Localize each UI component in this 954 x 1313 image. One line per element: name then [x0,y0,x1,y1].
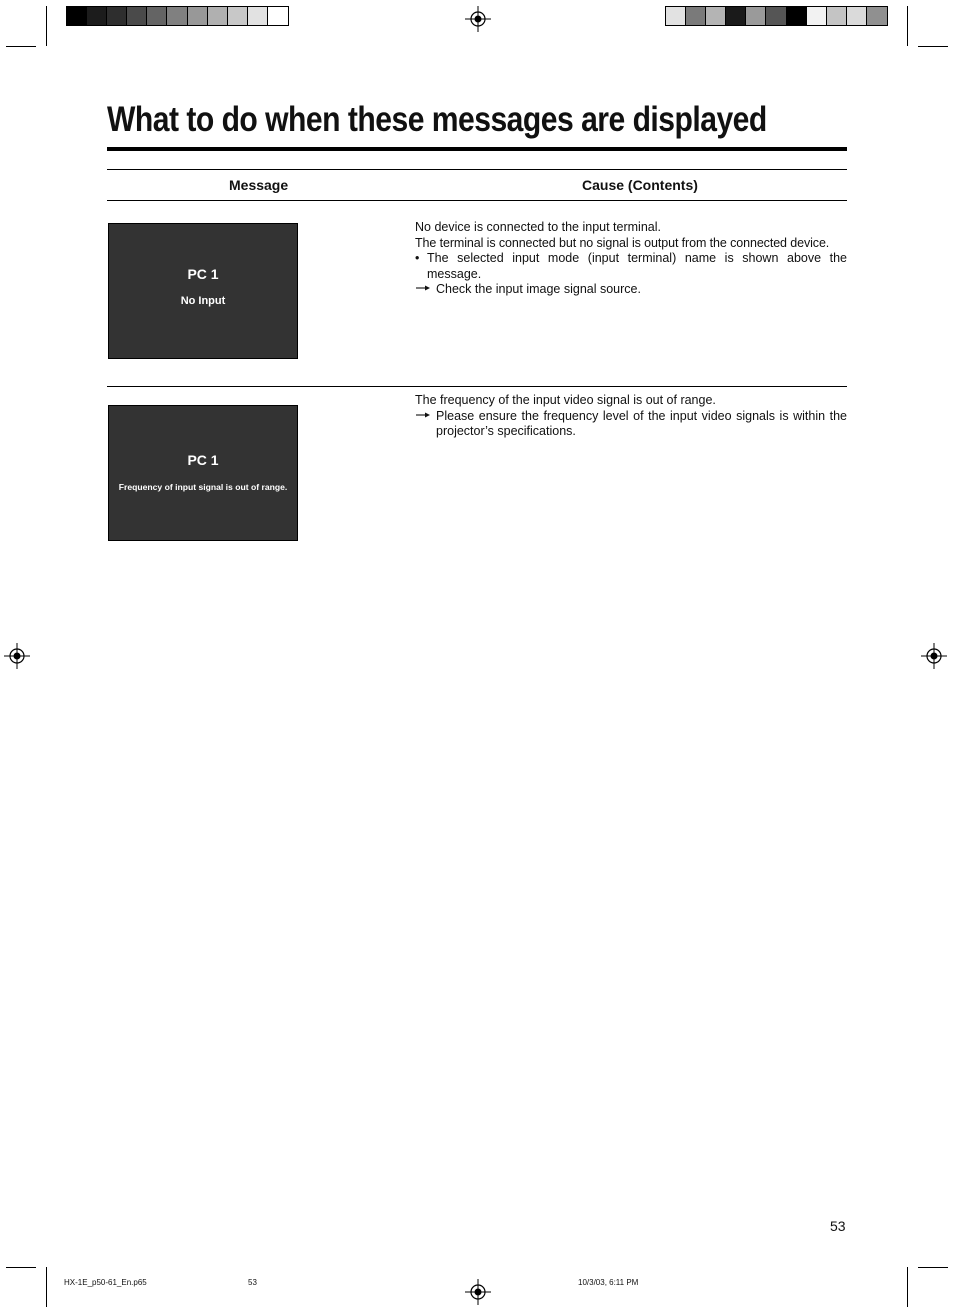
color-swatch [188,7,208,25]
cause-bullet [415,251,847,282]
cause-text-no-input [415,220,847,298]
color-swatch [107,7,127,25]
registration-mark-icon [921,643,947,669]
cause-line: The terminal is connected but no signal is output from the connected device. [415,235,830,250]
color-swatch [127,7,147,25]
cause-line: No device is connected to the input terminal. [415,220,661,234]
color-swatch [87,7,107,25]
message-screen-no-input [108,223,298,359]
color-swatch [686,7,706,25]
footer-file-name: HX-1E_p50-61_En.p65 [64,1278,147,1287]
title-rule [107,147,847,151]
grayscale-color-bar-left [66,6,289,26]
color-swatch [666,7,686,25]
table-top-rule [107,169,847,170]
color-swatch [147,7,167,25]
screen-source-label: PC 1 [187,266,219,282]
arrow-right-icon [415,282,431,298]
column-header-message: Message [229,177,289,193]
cause-bullet-text: The selected input mode (input terminal) name is shown above the message. [427,251,847,281]
footer-page: 53 [248,1278,257,1287]
cause-text-frequency [415,393,847,440]
cause-line: The frequency of the input video signal is out of range. [415,393,716,407]
color-swatch [268,7,288,25]
color-swatch [706,7,726,25]
color-swatch [746,7,766,25]
color-swatch [67,7,87,25]
cause-action-text: Please ensure the frequency level of the input video signals is within the projector’s specifications. [436,408,847,439]
color-swatch [228,7,248,25]
screen-message-text: Frequency of input signal is out of range. [118,482,288,492]
screen-source-label: PC 1 [187,452,219,468]
color-swatch [847,7,867,25]
color-swatch [827,7,847,25]
column-header-cause: Cause (Contents) [582,177,698,193]
cause-action [415,282,847,298]
page-number: 53 [830,1218,846,1234]
arrow-right-icon [415,409,431,425]
grayscale-color-bar-right [665,6,888,26]
footer-datetime: 10/3/03, 6:11 PM [578,1278,639,1287]
screen-message-text: No Input [180,295,226,307]
message-screen-frequency-out-of-range [108,405,298,541]
color-swatch [248,7,268,25]
row-separator [107,386,847,387]
color-swatch [726,7,746,25]
registration-mark-icon [4,643,30,669]
table-header-rule [107,200,847,201]
color-swatch [167,7,187,25]
cause-action [415,409,847,440]
color-swatch [867,7,887,25]
registration-mark-icon [465,1279,491,1305]
registration-mark-icon [465,6,491,32]
color-swatch [766,7,786,25]
page-title: What to do when these messages are displayed [107,100,767,139]
color-swatch [787,7,807,25]
color-swatch [807,7,827,25]
bullet-icon: • [415,251,420,266]
color-swatch [208,7,228,25]
cause-action-text: Check the input image signal source. [436,282,641,297]
